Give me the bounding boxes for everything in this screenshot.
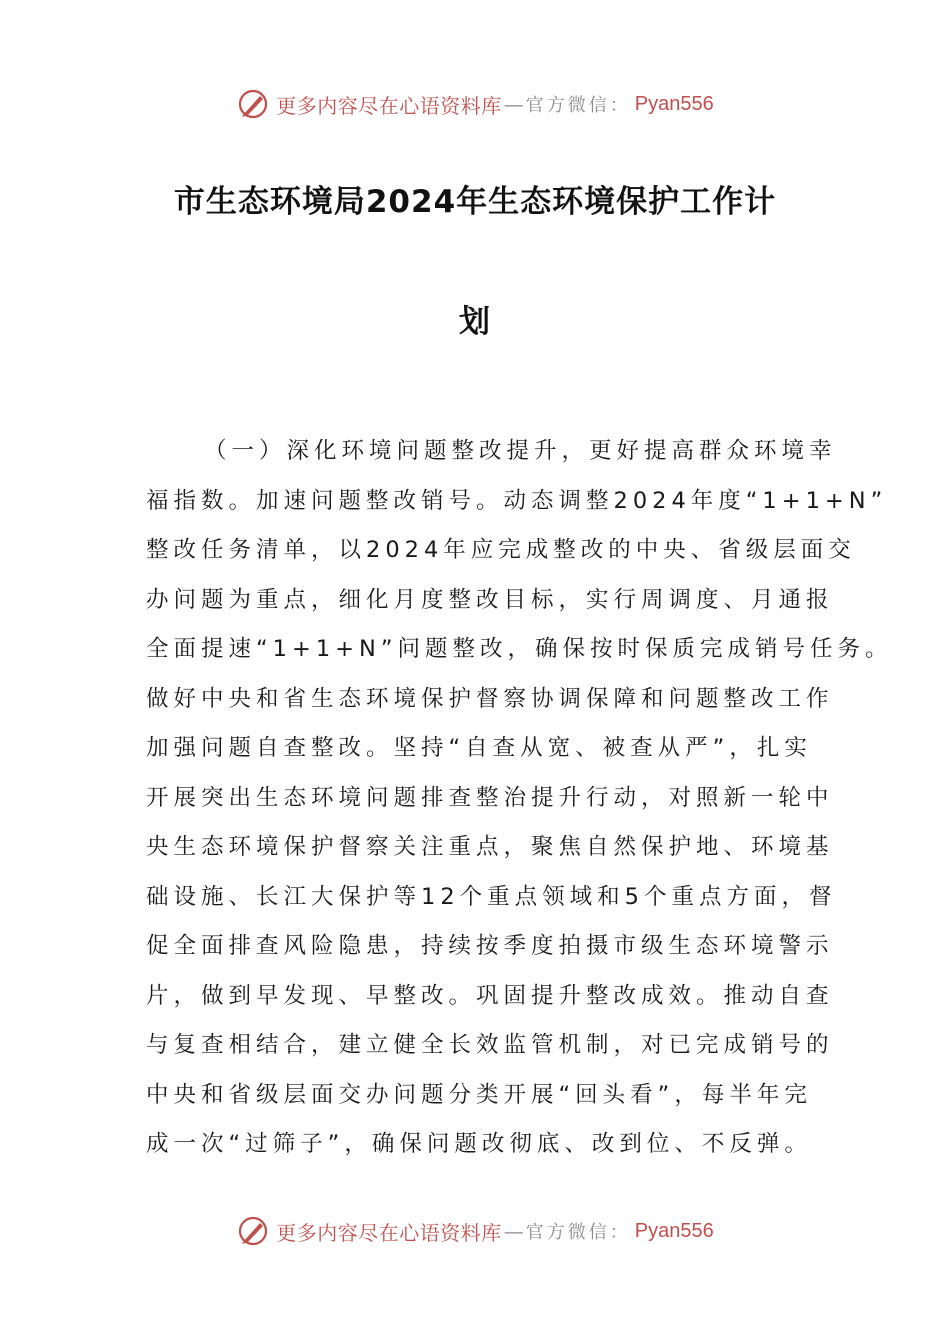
body-line: 办问题为重点，细化月度整改目标，实行周调度、月通报 xyxy=(146,586,834,613)
watermark-label: 官方微信： xyxy=(525,1222,631,1243)
body-line: 做好中央和省生态环境保护督察协调保障和问题整改工作 xyxy=(146,685,834,712)
watermark-dash: — xyxy=(503,92,524,116)
watermark-brand: 更多内容尽在心语资料库 xyxy=(276,1220,502,1245)
body-line: 全面提速“1+1+N”问题整改，确保按时保质完成销号任务。 xyxy=(146,636,893,662)
body-line: 整改任务清单，以2024年应完成整改的中央、省级层面交 xyxy=(146,537,856,563)
footer-watermark xyxy=(0,1211,950,1251)
document-body xyxy=(146,427,893,1170)
body-line: （一）深化环境问题整改提升，更好提高群众环境幸 xyxy=(204,438,837,464)
body-line: 加强问题自查整改。坚持“自查从宽、被查从严”，扎实 xyxy=(146,735,812,761)
body-line: 开展突出生态环境问题排查整治提升行动，对照新一轮中 xyxy=(146,784,834,811)
watermark-wechat-id: Pyan556 xyxy=(634,92,714,115)
pen-circle-logo-icon xyxy=(236,87,270,121)
body-line: 片，做到早发现、早整改。巩固提升整改成效。推动自查 xyxy=(146,982,834,1009)
watermark-wechat-id: Pyan556 xyxy=(634,1219,714,1242)
body-line: 促全面排查风险隐患，持续按季度拍摄市级生态环境警示 xyxy=(146,933,834,959)
body-line: 央生态环境保护督察关注重点，聚焦自然保护地、环境基 xyxy=(146,834,834,860)
body-line: 福指数。加速问题整改销号。动态调整2024年度“1+1+N” xyxy=(146,487,888,514)
watermark-dash: — xyxy=(503,1219,524,1243)
document-title-line-2: 划 xyxy=(459,304,491,340)
body-line: 与复查相结合，建立健全长效监管机制，对已完成销号的 xyxy=(146,1032,834,1058)
watermark-brand: 更多内容尽在心语资料库 xyxy=(276,93,502,118)
body-line: 成一次“过筛子”，确保问题改彻底、改到位、不反弹。 xyxy=(146,1131,812,1157)
body-line: 中央和省级层面交办问题分类开展“回头看”，每半年完 xyxy=(146,1081,812,1108)
body-line: 础设施、长江大保护等12个重点领域和5个重点方面，督 xyxy=(146,883,837,910)
header-watermark xyxy=(0,84,950,124)
pen-circle-logo-icon xyxy=(236,1214,270,1248)
document-title-line-1: 市生态环境局2024年生态环境保护工作计 xyxy=(173,184,777,220)
watermark-label: 官方微信： xyxy=(525,95,631,116)
